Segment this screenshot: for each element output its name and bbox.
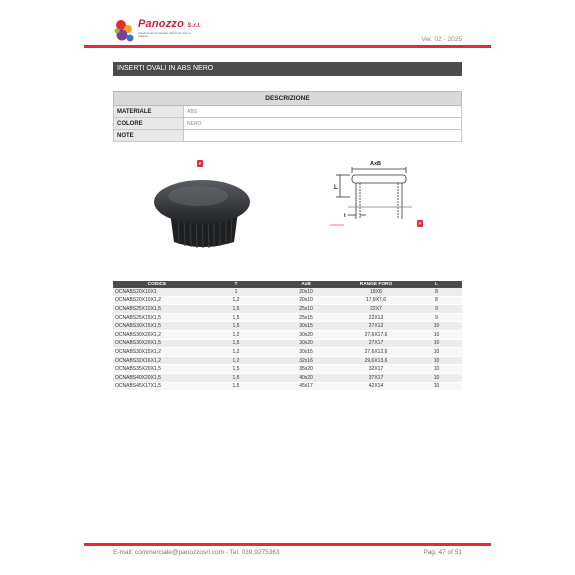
table-row <box>113 330 462 339</box>
table-cell: 27X12 <box>341 322 411 331</box>
t-label: t <box>344 213 346 219</box>
table-cell: 30x15 <box>271 348 341 357</box>
table-cell: 1,2 <box>201 330 271 339</box>
table-cell: OCNABS30X20X1,5 <box>113 339 201 348</box>
footer-divider <box>84 543 491 546</box>
table-cell: 10 <box>411 382 462 391</box>
description-row <box>114 130 462 142</box>
table-row <box>113 348 462 357</box>
table-cell: 1,5 <box>201 382 271 391</box>
description-label: NOTE <box>114 130 184 142</box>
description-label: MATERIALE <box>114 106 184 118</box>
table-cell: 1,5 <box>201 373 271 382</box>
description-value: ABS <box>184 106 462 118</box>
table-cell: OCNABS20X10X1 <box>113 288 201 296</box>
table-row <box>113 305 462 314</box>
table-cell: 37X17 <box>341 373 411 382</box>
table-cell: 20x10 <box>271 296 341 305</box>
description-value <box>184 130 462 142</box>
table-cell: 25x15 <box>271 313 341 322</box>
table-cell: 9 <box>411 313 462 322</box>
table-cell: 1,5 <box>201 339 271 348</box>
column-header: T <box>201 281 271 288</box>
column-header: RANGE FORO <box>341 281 411 288</box>
header-divider <box>84 45 491 48</box>
table-cell: 25x10 <box>271 305 341 314</box>
footer-contact: E-mail: commerciale@panozzosrl.com - Tel. 039.9275363 <box>113 549 280 556</box>
logo-bubbles-icon <box>113 18 139 46</box>
table-cell: 10 <box>411 339 462 348</box>
table-row <box>113 382 462 391</box>
table-cell: 42X14 <box>341 382 411 391</box>
table-cell: 8 <box>411 296 462 305</box>
table-cell: 10 <box>411 373 462 382</box>
table-cell: OCNABS40X20X1,5 <box>113 373 201 382</box>
table-cell: 1,2 <box>201 348 271 357</box>
table-cell: OCNABS20X10X1,2 <box>113 296 201 305</box>
table-row <box>113 288 462 296</box>
table-cell: 27,6X12,6 <box>341 348 411 357</box>
version-label: Ver. 02 - 2025 <box>421 36 462 43</box>
table-cell: 1 <box>201 288 271 296</box>
product-codes-table <box>113 281 462 391</box>
company-logo <box>113 18 203 46</box>
table-cell: OCNABS30X15X1,2 <box>113 348 201 357</box>
table-row <box>113 313 462 322</box>
table-cell: 30x20 <box>271 339 341 348</box>
brand-name: Panozzo S.r.l. <box>138 18 202 30</box>
table-row <box>113 365 462 374</box>
axb-label: AxB <box>370 161 382 167</box>
table-cell: 35x20 <box>271 365 341 374</box>
table-cell: 9 <box>411 305 462 314</box>
table-cell: 10 <box>411 322 462 331</box>
table-cell: 45x17 <box>271 382 341 391</box>
page-title: INSERTI OVALI IN ABS NERO <box>113 62 462 76</box>
table-cell: 18X8 <box>341 288 411 296</box>
table-cell: 1,2 <box>201 296 271 305</box>
table-cell: OCNABS25X15X1,5 <box>113 313 201 322</box>
description-table <box>113 91 462 142</box>
table-row <box>113 296 462 305</box>
description-label: COLORE <box>114 118 184 130</box>
table-cell: 22X7 <box>341 305 411 314</box>
table-cell: 10 <box>411 348 462 357</box>
table-cell: 17,8X7,6 <box>341 296 411 305</box>
table-cell: 32x16 <box>271 356 341 365</box>
l-label: L <box>334 185 338 191</box>
table-cell: 10 <box>411 365 462 374</box>
table-cell: 1,2 <box>201 356 271 365</box>
description-value: NERO <box>184 118 462 130</box>
product-codes-body <box>113 288 462 391</box>
table-cell: 10 <box>411 330 462 339</box>
table-row <box>113 339 462 348</box>
table-cell: 8 <box>411 288 462 296</box>
table-cell: OCNABS32X16X1,2 <box>113 356 201 365</box>
technical-drawing <box>326 157 422 233</box>
table-cell: OCNABS45X17X1,5 <box>113 382 201 391</box>
table-cell: 20x10 <box>271 288 341 296</box>
table-cell: 32X17 <box>341 365 411 374</box>
column-header: AxB <box>271 281 341 288</box>
table-cell: OCNABS25X10X1,5 <box>113 305 201 314</box>
brand-tagline: Articoli tecnici di materiale plastico per tutte le industrie <box>138 32 191 39</box>
pdf-icon[interactable]: P <box>198 161 202 166</box>
column-header: L <box>411 281 462 288</box>
table-cell: OCNABS30X15X1,5 <box>113 322 201 331</box>
table-cell: 1,5 <box>201 305 271 314</box>
table-cell: 1,5 <box>201 313 271 322</box>
product-image <box>152 172 252 252</box>
table-cell: OCNABS30X20X1,2 <box>113 330 201 339</box>
description-row <box>114 118 462 130</box>
table-row <box>113 322 462 331</box>
table-cell: 1,5 <box>201 322 271 331</box>
table-cell: 27X17 <box>341 339 411 348</box>
column-header: CODICE <box>113 281 201 288</box>
table-cell: 30x20 <box>271 330 341 339</box>
table-cell: 10 <box>411 356 462 365</box>
table-cell: OCNABS35X20X1,5 <box>113 365 201 374</box>
description-row <box>114 106 462 118</box>
table-row <box>113 373 462 382</box>
table-row <box>113 356 462 365</box>
table-cell: 30x15 <box>271 322 341 331</box>
description-header: DESCRIZIONE <box>114 92 462 106</box>
table-cell: 40x20 <box>271 373 341 382</box>
table-cell: 29,6X13,6 <box>341 356 411 365</box>
table-cell: 1,5 <box>201 365 271 374</box>
table-cell: 27,6X17,6 <box>341 330 411 339</box>
pdf-icon[interactable]: P <box>418 221 422 226</box>
page-number: Pag. 47 of 51 <box>423 549 462 556</box>
table-cell: 22X12 <box>341 313 411 322</box>
